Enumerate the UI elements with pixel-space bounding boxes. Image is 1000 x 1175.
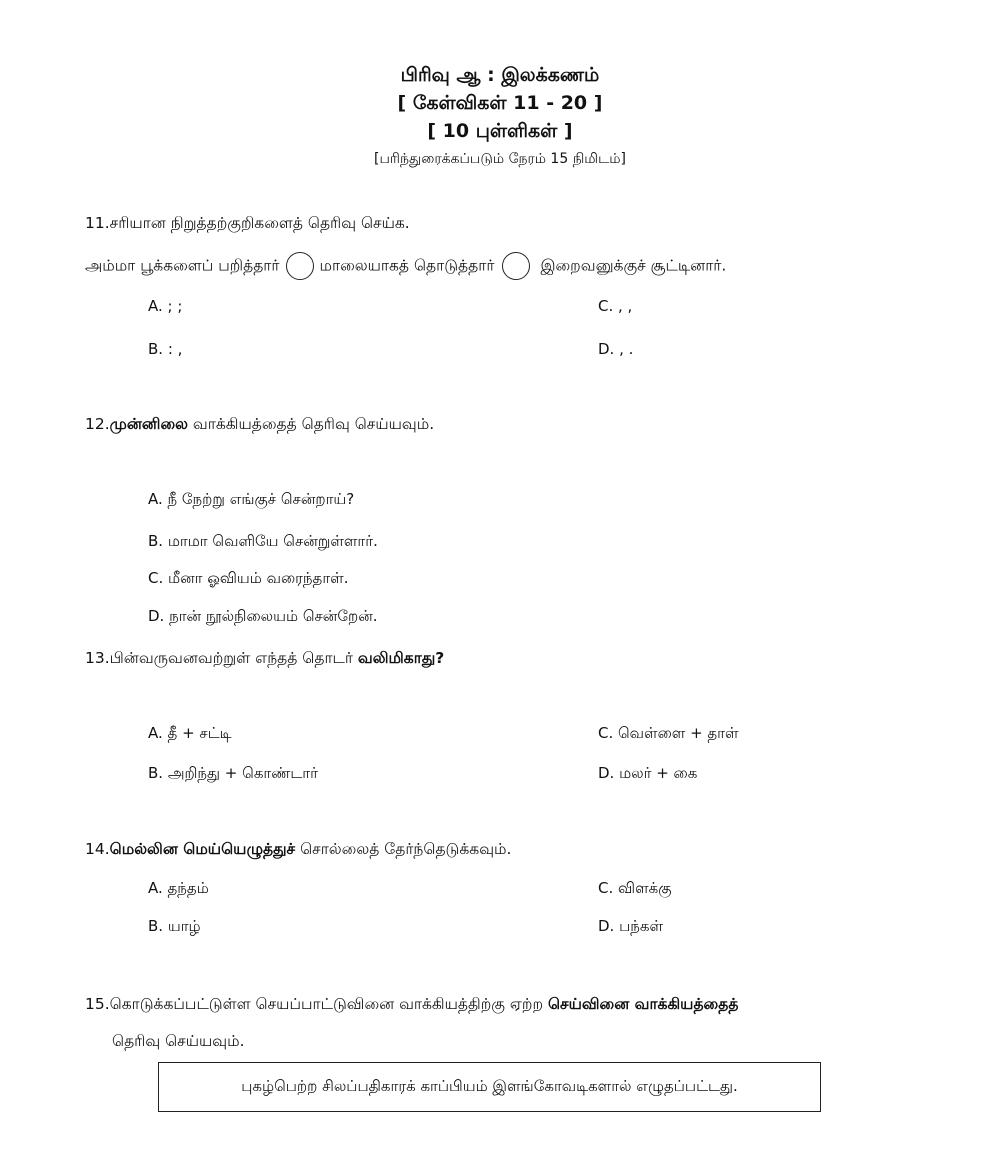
q11-sentence-part3: இறைவனுக்குச் சூட்டினார். xyxy=(540,256,727,275)
q15-prompt-rest: 15.கொடுக்கப்பட்டுள்ள செயப்பாட்டுவினை வாக்கியத்திற்கு ஏற்ற xyxy=(85,995,548,1013)
section-title: பிரிவு ஆ : இலக்கணம் xyxy=(400,64,600,86)
q14-number: 14. xyxy=(85,840,110,858)
q11-sentence xyxy=(85,252,726,280)
q11-blank-1 xyxy=(286,252,314,280)
q11-prompt: 11.சரியான நிறுத்தற்குறிகளைத் தெரிவு செய்க. xyxy=(85,214,410,232)
q14-keyword: மெல்லின மெய்யெழுத்துச் xyxy=(109,840,296,858)
q12-number: 12. xyxy=(85,415,110,433)
q11-option-c[interactable]: C. , , xyxy=(598,297,633,315)
q15-sentence-box xyxy=(158,1062,821,1112)
q13-prompt-rest: 13.பின்வருவனவற்றுள் எந்தத் தொடர் xyxy=(85,649,358,667)
q13-prompt xyxy=(85,649,444,669)
q14-option-b[interactable]: B. யாழ் xyxy=(148,917,201,935)
q13-option-b[interactable]: B. அறிந்து + கொண்டார் xyxy=(148,764,318,782)
marks-label: [ 10 புள்ளிகள் ] xyxy=(427,120,573,142)
q12-option-a[interactable]: A. நீ நேற்று எங்குச் சென்றாய்? xyxy=(148,490,355,508)
q11-blank-2 xyxy=(502,252,530,280)
q14-option-d[interactable]: D. பந்கள் xyxy=(598,917,664,935)
q14-prompt xyxy=(85,840,511,860)
q11-sentence-part2: மாலையாகத் தொடுத்தார் xyxy=(319,256,495,275)
q12-option-d[interactable]: D. நான் நூல்நிலையம் சென்றேன். xyxy=(148,607,378,625)
q13-option-a[interactable]: A. தீ + சட்டி xyxy=(148,724,232,742)
q14-option-a[interactable]: A. தந்தம் xyxy=(148,879,209,897)
q11-sentence-part1: அம்மா பூக்களைப் பறித்தார் xyxy=(85,256,280,275)
q12-option-b[interactable]: B. மாமா வெளியே சென்றுள்ளார். xyxy=(148,532,378,550)
time-note: [பரிந்துரைக்கப்படும் நேரம் 15 நிமிடம்] xyxy=(374,151,626,167)
questions-range: [ கேள்விகள் 11 - 20 ] xyxy=(397,92,603,114)
q15-prompt xyxy=(85,995,738,1015)
q15-boxed-sentence: புகழ்பெற்ற சிலப்பதிகாரக் காப்பியம் இளங்கோவடிகளால் எழுதப்பட்டது. xyxy=(241,1077,738,1095)
q12-keyword: முன்னிலை xyxy=(109,415,188,433)
q13-option-d[interactable]: D. மலர் + கை xyxy=(598,764,698,782)
q12-option-c[interactable]: C. மீனா ஓவியம் வரைந்தாள். xyxy=(148,569,349,587)
q11-option-a[interactable]: A. ; ; xyxy=(148,297,183,315)
q11-option-d[interactable]: D. , . xyxy=(598,340,634,358)
q14-prompt-rest: சொல்லைத் தேர்ந்தெடுக்கவும். xyxy=(295,840,512,858)
q15-prompt-line2: தெரிவு செய்யவும். xyxy=(112,1032,245,1050)
q15-keyword: செய்வினை வாக்கியத்தைத் xyxy=(547,995,739,1013)
q12-prompt xyxy=(85,415,434,435)
q13-keyword: வலிமிகாது? xyxy=(357,649,445,667)
q11-option-b[interactable]: B. : , xyxy=(148,340,183,358)
q14-option-c[interactable]: C. விளக்கு xyxy=(598,879,672,897)
q13-option-c[interactable]: C. வெள்ளை + தாள் xyxy=(598,724,739,742)
q12-prompt-rest: வாக்கியத்தைத் தெரிவு செய்யவும். xyxy=(187,415,435,433)
